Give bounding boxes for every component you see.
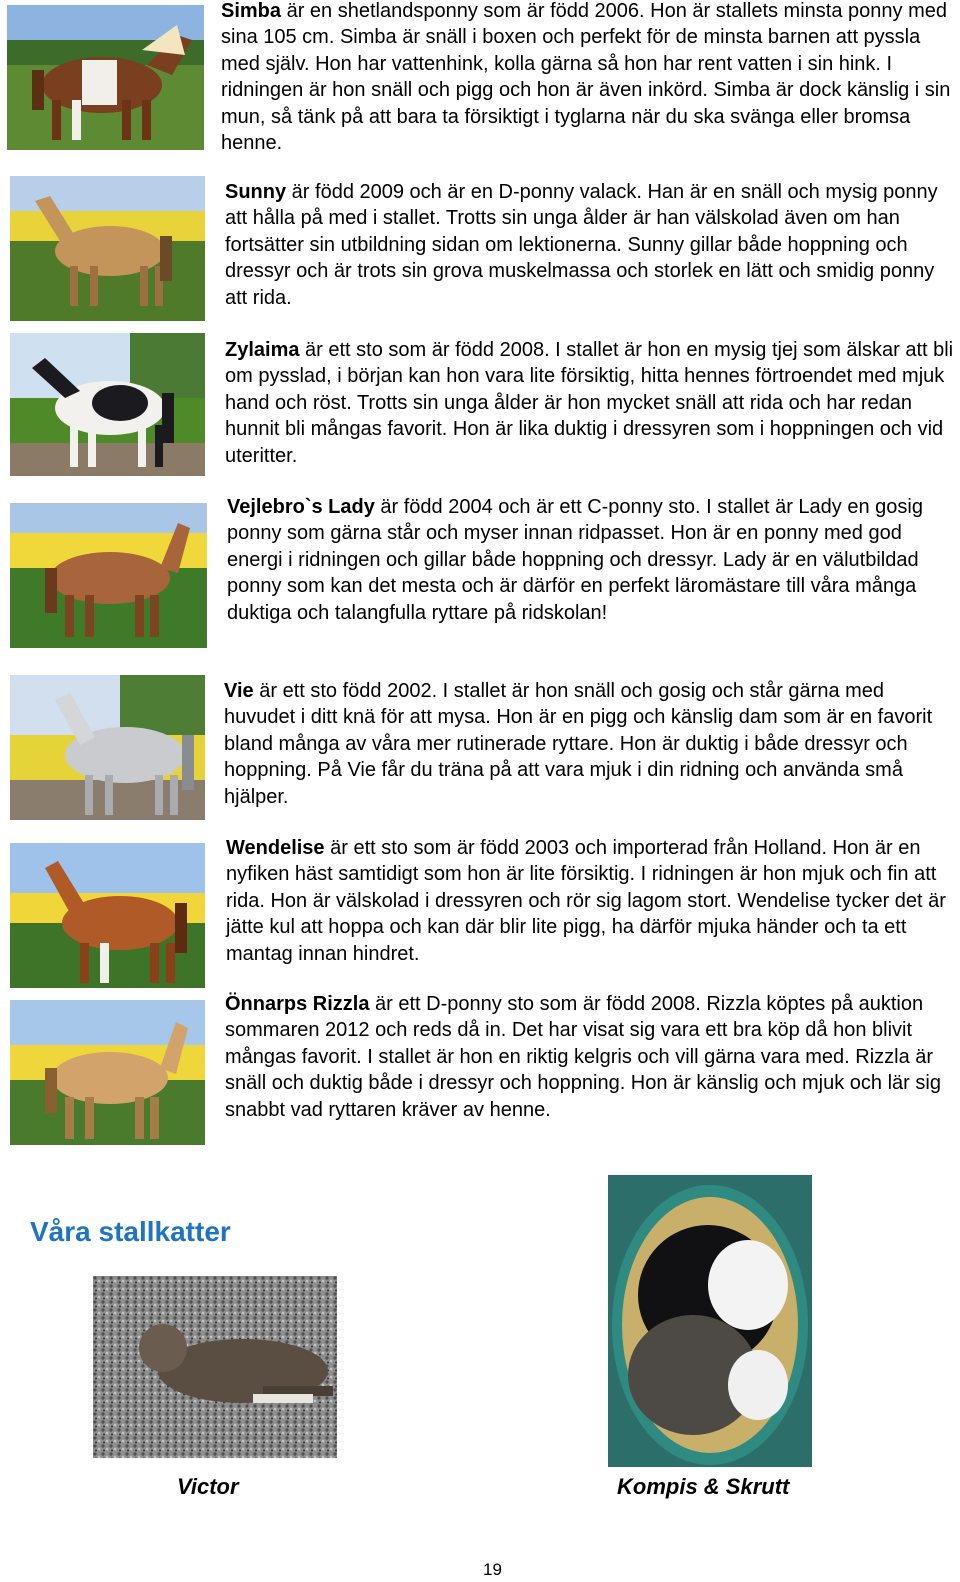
horse-name: Önnarps Rizzla [225,993,370,1015]
horse-name: Wendelise [226,837,325,859]
horse-text: är ett sto som är född 2003 och importerad från Holland. Hon är en nyfiken häst samtidigt som hon är lite försiktig. I ridningen är hon mjuk och fin att rida. Hon är välskolad i dressyren och rör sig lagom stort. Wendelise tycker det är jätte kul att hoppa och kan där blir lite pigg, ha därför mjuka händer och ta ett mantag innan hindret. [226,837,946,965]
horse-description [226,835,956,967]
cat-caption: Kompis & Skrutt [617,1474,790,1499]
page-number: 19 [483,1560,502,1579]
horse-description [224,678,954,810]
horse-name: Vejlebro`s Lady [227,496,375,518]
cat-caption: Victor [177,1474,239,1499]
horse-text: är ett D-ponny sto som är född 2008. Rizzla köptes på auktion sommaren 2012 och reds då in. Det har visat sig vara ett bra köp då hon blivit mångas favorit. I stallet är hon en riktig kelgris och vill gärna vara med. Rizzla är snäll och duktig både i dressyr och hoppning. Hon är känslig och mjuk och lär sig snabbt vad ryttaren kräver av henne. [225,993,941,1121]
horse-photo [10,1000,205,1145]
horse-description [227,494,952,626]
horse-name: Simba [221,0,282,22]
horse-name: Sunny [225,181,287,203]
horse-text: är ett sto född 2002. I stallet är hon snäll och gosig och står gärna med huvudet i ditt knä för att mysa. Hon är en pigg och känslig dam som är en favorit bland många av våra mer rutinerade ryttare. Hon är duktig i både dressyr och hoppning. På Vie får du träna på att vara mjuk i din ridning och använda små hjälper. [224,680,933,808]
horse-description [225,179,950,311]
cat-photo-victor [93,1276,337,1458]
horse-text: är en shetlandsponny som är född 2006. Hon är stallets minsta ponny med sina 105 cm. Simba är snäll i boxen och perfekt för de minsta barnen att pyssla med själv. Hon har vattenhink, kolla gärna så hon har rent vatten i sin hink. I ridningen är hon snäll och pigg och hon är även inkörd. Simba är dock känslig i sin mun, så tänk på att bara ta försiktigt i tyglarna när du ska svänga eller bromsa henne. [221,0,951,155]
horse-description [221,0,951,156]
horse-photo [10,503,207,648]
horse-photo [10,176,205,321]
cats-heading: Våra stallkatter [30,1216,231,1247]
horse-photo [7,5,204,150]
horse-photo [10,333,205,476]
horse-text: är ett sto som är född 2008. I stallet är hon en mysig tjej som älskar att bli om pysslad, i början kan hon vara lite försiktig, hitta hennes förtroendet med mjuk hand och röst. Trotts sin unga ålder är hon mycket snäll att rida och har redan hunnit bli mångas favorit. Hon är lika duktig i dressyren som i hoppningen och vid uteritter. [225,339,954,467]
horse-description [225,337,955,469]
horse-name: Zylaima [225,339,300,361]
horse-photo [10,843,205,988]
horse-description [225,991,955,1123]
horse-photo [10,675,205,820]
horse-text: är född 2004 och är ett C-ponny sto. I stallet är Lady en gosig ponny som gärna står och myser innan ridpasset. Hon är en ponny med god energi i ridningen och gillar både hoppning och dressyr. Lady är en välutbildad ponny som kan det mesta och är därför en perfekt läromästare till våra många duktiga och talangfulla ryttare på ridskolan! [227,496,923,624]
cat-photo-kompis-skrutt [608,1175,812,1467]
horse-text: är född 2009 och är en D-ponny valack. Han är en snäll och mysig ponny att hålla på med i stallet. Trotts sin unga ålder är han välskolad även om han fortsätter sin utbildning sidan om lektionerna. Sunny gillar både hoppning och dressyr och är trots sin grova muskelmassa och storlek en lätt och smidig ponny att rida. [225,181,938,309]
horse-name: Vie [224,680,254,702]
